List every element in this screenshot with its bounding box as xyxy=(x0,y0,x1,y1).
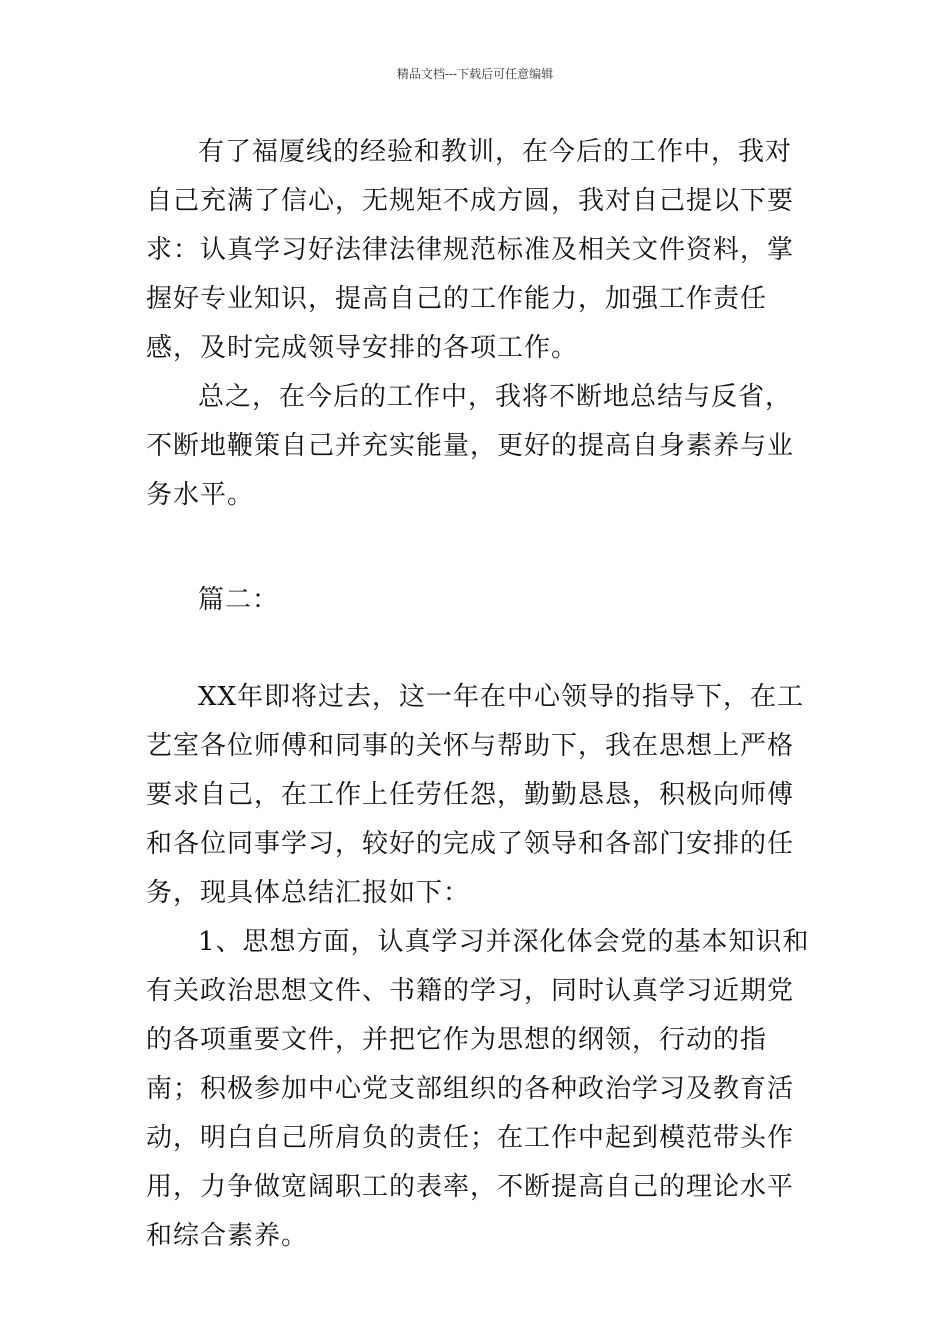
paragraph: 总之，在今后的工作中，我将不断地总结与反省，不断地鞭策自己并充实能量，更好的提高自身素养与业务水平。 xyxy=(146,382,795,510)
section-heading-block xyxy=(146,576,816,625)
section-heading: 篇二： xyxy=(198,585,280,615)
text-block-2 xyxy=(146,673,816,1261)
paragraph: XX年即将过去，这一年在中心领导的指导下，在工艺室各位师傅和同事的关怀与帮助下，我在思想上严格要求自己，在工作上任劳任怨，勤勤恳恳，积极向师傅和各位同事学习，较好的完成了领导和各部门安排的任务，现具体总结汇报如下： xyxy=(146,682,805,908)
page-header: 精品文档---下载后可任意编辑 xyxy=(396,67,554,81)
paragraph: 有了福厦线的经验和教训，在今后的工作中，我对自己充满了信心，无规矩不成方圆，我对自己提以下要求：认真学习好法律法律规范标准及相关文件资料，掌握好专业知识，提高自己的工作能力，加强工作责任感，及时完成领导安排的各项工作。 xyxy=(146,137,795,363)
paragraph: 1、思想方面，认真学习并深化体会党的基本知识和有关政治思想文件、书籍的学习，同时认真学习近期党的各项重要文件，并把它作为思想的纲领，行动的指南；积极参加中心党支部组织的各种政治学习及教育活动，明白自己所肩负的责任；在工作中起到模范带头作用，力争做宽阔职工的表率，不断提高自己的理论水平和综合素养。 xyxy=(146,927,810,1251)
text-block-1 xyxy=(146,128,816,520)
